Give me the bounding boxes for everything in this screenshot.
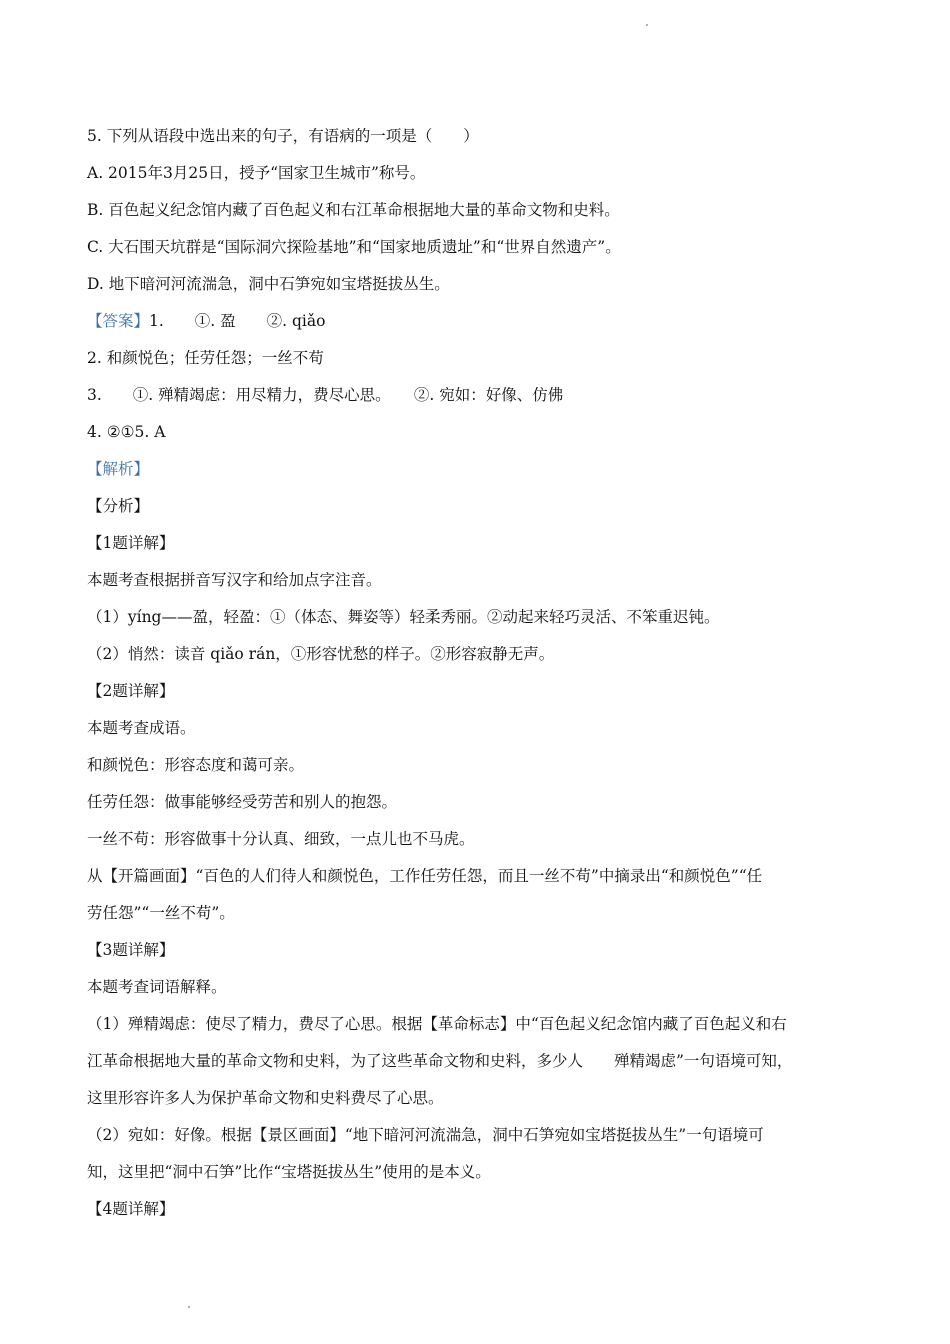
q1-intro: 本题考查根据拼音写汉字和给加点字注音。 (87, 571, 382, 589)
q3-point-1b: 江革命根据地大量的革命文物和史料，为了这些革命文物和史料，多少人 殚精竭虑”一句语境可知， (87, 1052, 793, 1070)
option-d: D. 地下暗河河流湍急，洞中石笋宛如宝塔挺拔丛生。 (87, 275, 450, 293)
answer-line-4: 4. ②①5. A (87, 423, 166, 441)
q3-point-1a: （1）殚精竭虑：使尽了精力，费尽了心思。根据【革命标志】中“百色起义纪念馆内藏了百色起义和右 (87, 1015, 787, 1033)
q1-point-2: （2）悄然：读音 qiǎo rán，①形容忧愁的样子。②形容寂静无声。 (87, 645, 555, 663)
q4-title: 【4题详解】 (87, 1200, 175, 1218)
answer-1: 1. ①. 盈 ②. qiǎo (149, 312, 326, 330)
option-b: B. 百色起义纪念馆内藏了百色起义和右江革命根据地大量的革命文物和史料。 (87, 201, 620, 219)
answer-label: 【答案】 (87, 312, 150, 330)
q3-point-2b: 知，这里把“洞中石笋”比作“宝塔挺拔丛生”使用的是本义。 (87, 1163, 491, 1181)
q2-intro: 本题考查成语。 (87, 719, 196, 737)
q1-title: 【1题详解】 (87, 534, 175, 552)
analysis-label: 【解析】 (87, 460, 150, 478)
q2-point-4b: 劳任怨”“一丝不苟”。 (87, 904, 235, 922)
page-dot-top (646, 24, 648, 26)
analysis-fenxi: 【分析】 (87, 497, 150, 515)
answer-line-2: 2. 和颜悦色；任劳任怨；一丝不苟 (87, 349, 324, 367)
q2-point-4a: 从【开篇画面】“百色的人们待人和颜悦色，工作任劳任怨，而且一丝不苟”中摘录出“和颜悦色”“任 (87, 867, 763, 885)
q3-intro: 本题考查词语解释。 (87, 978, 227, 996)
q3-title: 【3题详解】 (87, 941, 175, 959)
question-5-stem: 5. 下列从语段中选出来的句子，有语病的一项是（ ） (87, 127, 479, 145)
option-c: C. 大石围天坑群是“国际洞穴探险基地”和“国家地质遗址”和“世界自然遗产”。 (87, 238, 621, 256)
q2-point-2: 任劳任怨：做事能够经受劳苦和别人的抱怨。 (87, 793, 398, 811)
q2-point-3: 一丝不苟：形容做事十分认真、细致，一点儿也不马虎。 (87, 830, 475, 848)
q2-title: 【2题详解】 (87, 682, 175, 700)
option-a: A. 2015年3月25日，授予“国家卫生城市”称号。 (87, 164, 426, 182)
q2-point-1: 和颜悦色：形容态度和蔼可亲。 (87, 756, 305, 774)
q3-point-2a: （2）宛如：好像。根据【景区画面】“地下暗河河流湍急，洞中石笋宛如宝塔挺拔丛生”一句语境可 (87, 1126, 764, 1144)
page-dot-bottom (188, 1306, 190, 1308)
document-page (87, 118, 877, 1228)
answer-line-1 (87, 303, 877, 340)
answer-line-3: 3. ①. 殚精竭虑：用尽精力，费尽心思。 ②. 宛如：好像、仿佛 (87, 386, 564, 404)
q1-point-1: （1）yíng——盈，轻盈：①（体态、舞姿等）轻柔秀丽。②动起来轻巧灵活、不笨重迟钝。 (87, 608, 720, 626)
q3-point-1c: 这里形容许多人为保护革命文物和史料费尽了心思。 (87, 1089, 444, 1107)
